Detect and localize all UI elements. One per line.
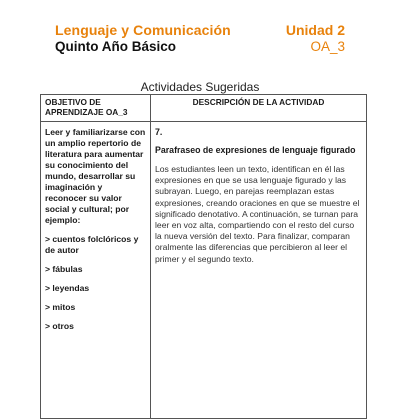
objective-cell [41, 122, 151, 419]
list-item: > mitos [45, 302, 76, 312]
objective-text: Leer y familiarizarse con un amplio repertorio de literatura para aumentar su conocimiento del mundo, desarrollar su imaginación y reconocer su valor social y cultural; por ejemplo: [45, 127, 146, 225]
page-header [55, 22, 345, 54]
activity-title: Parafraseo de expresiones de lenguaje figurado [155, 145, 356, 155]
header-top-row [55, 22, 345, 38]
objective-code: OA_3 [310, 39, 345, 54]
activity-cell [151, 122, 367, 419]
activities-table [40, 94, 367, 419]
unit-label: Unidad 2 [285, 22, 345, 38]
list-item: > otros [45, 321, 74, 331]
activity-description: Los estudiantes leen un texto, identifican en él las expresiones en que se usa lenguaje figurado y las subrayan. Luego, en parejas reemplazan estas expresiones, creando oraciones en que se muestre el significado denotativo. A continuación, se turnan para leer en voz alta, compartiendo con el resto del curso la nueva versión del texto. Para finalizar, comparan oralmente las diferencias que percibieron al leer el primer y el segundo texto. [155, 164, 360, 264]
list-item: > leyendas [45, 283, 90, 293]
list-item: > cuentos folclóricos y de autor [45, 234, 139, 255]
table-header-row [41, 95, 367, 122]
activity-number: 7. [155, 127, 163, 137]
section-title: Actividades Sugeridas [140, 80, 260, 94]
description-column-header: DESCRIPCIÓN DE LA ACTIVIDAD [151, 95, 367, 122]
objective-column-header: OBJETIVO DE APRENDIZAJE OA_3 [41, 95, 151, 122]
table-row [41, 122, 367, 419]
subject-title: Lenguaje y Comunicación [55, 22, 231, 38]
objective-examples-list [45, 234, 146, 332]
grade-level: Quinto Año Básico [55, 39, 176, 54]
list-item: > fábulas [45, 264, 83, 274]
header-bottom-row [55, 38, 345, 54]
